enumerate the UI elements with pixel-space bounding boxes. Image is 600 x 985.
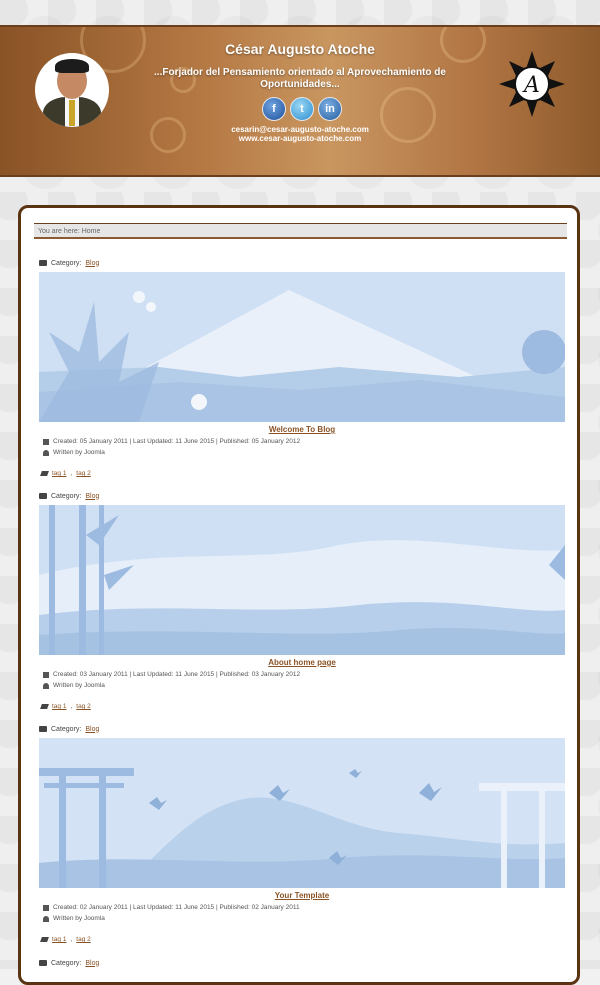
article-item — [39, 258, 565, 477]
article-author: Written by Joomla — [39, 682, 565, 689]
article-category: Category: Blog — [39, 491, 565, 501]
article-dates: Created: 05 January 2011 | Last Updated: 11 June 2015 | Published: 05 January 2012 — [39, 438, 565, 445]
article-author: Written by Joomla — [39, 449, 565, 456]
folder-icon — [39, 260, 47, 266]
calendar-icon — [43, 905, 49, 911]
contact-website[interactable]: www.cesar-augusto-atoche.com — [238, 134, 362, 143]
article-image-bamboo[interactable] — [39, 505, 565, 655]
article-tags: tag 1 , tag 2 — [39, 703, 565, 710]
article-category: Category: Blog — [39, 258, 565, 268]
tag-link[interactable]: tag 2 — [76, 703, 91, 710]
article-dates: Created: 02 January 2011 | Last Updated: 11 June 2015 | Published: 02 January 2011 — [39, 904, 565, 911]
decor-circle — [150, 117, 186, 153]
contact-info — [200, 125, 400, 143]
article-title-link[interactable]: Your Template — [274, 891, 330, 900]
folder-icon — [39, 960, 47, 966]
calendar-icon — [43, 439, 49, 445]
author-avatar — [35, 53, 109, 127]
contact-email[interactable]: cesarin@cesar-augusto-atoche.com — [231, 125, 369, 134]
article-category: Category: Blog — [39, 724, 565, 734]
linkedin-icon[interactable]: in — [318, 97, 342, 121]
article-item — [39, 958, 565, 968]
tag-icon — [40, 704, 49, 709]
tag-link[interactable]: tag 2 — [76, 470, 91, 477]
folder-icon — [39, 493, 47, 499]
tag-link[interactable]: tag 1 — [52, 703, 67, 710]
site-tagline: ...Forjador del Pensamiento orientado al Aprovechamiento de Oportunidades... — [154, 67, 446, 90]
user-icon — [43, 916, 49, 922]
tag-link[interactable]: tag 1 — [52, 936, 67, 943]
article-tags: tag 1 , tag 2 — [39, 470, 565, 477]
calendar-icon — [43, 672, 49, 678]
content-panel — [18, 205, 580, 985]
twitter-icon[interactable]: t — [290, 97, 314, 121]
user-icon — [43, 450, 49, 456]
article-category: Category: Blog — [39, 958, 565, 968]
category-link[interactable]: Blog — [85, 959, 100, 967]
article-tags: tag 1 , tag 2 — [39, 936, 565, 943]
tag-icon — [40, 471, 49, 476]
site-title[interactable]: César Augusto Atoche — [225, 41, 375, 57]
article-title-link[interactable]: About home page — [268, 658, 336, 667]
logo-letter: A — [524, 73, 540, 98]
category-link[interactable]: Blog — [85, 492, 100, 500]
social-links — [262, 97, 342, 121]
folder-icon — [39, 726, 47, 732]
site-header — [0, 25, 600, 177]
tag-link[interactable]: tag 2 — [76, 936, 91, 943]
article-title-link[interactable]: Welcome To Blog — [268, 425, 336, 434]
user-icon — [43, 683, 49, 689]
article-image-fuji[interactable] — [39, 272, 565, 422]
article-author: Written by Joomla — [39, 915, 565, 922]
breadcrumb: You are here: Home — [34, 223, 567, 239]
category-link[interactable]: Blog — [85, 259, 100, 267]
facebook-icon[interactable]: f — [262, 97, 286, 121]
article-image-torii[interactable] — [39, 738, 565, 888]
article-dates: Created: 03 January 2011 | Last Updated: 11 June 2015 | Published: 03 January 2012 — [39, 671, 565, 678]
site-logo[interactable] — [497, 49, 567, 119]
article-item — [39, 491, 565, 710]
tag-link[interactable]: tag 1 — [52, 470, 67, 477]
category-link[interactable]: Blog — [85, 725, 100, 733]
article-item — [39, 724, 565, 943]
tag-icon — [40, 937, 49, 942]
